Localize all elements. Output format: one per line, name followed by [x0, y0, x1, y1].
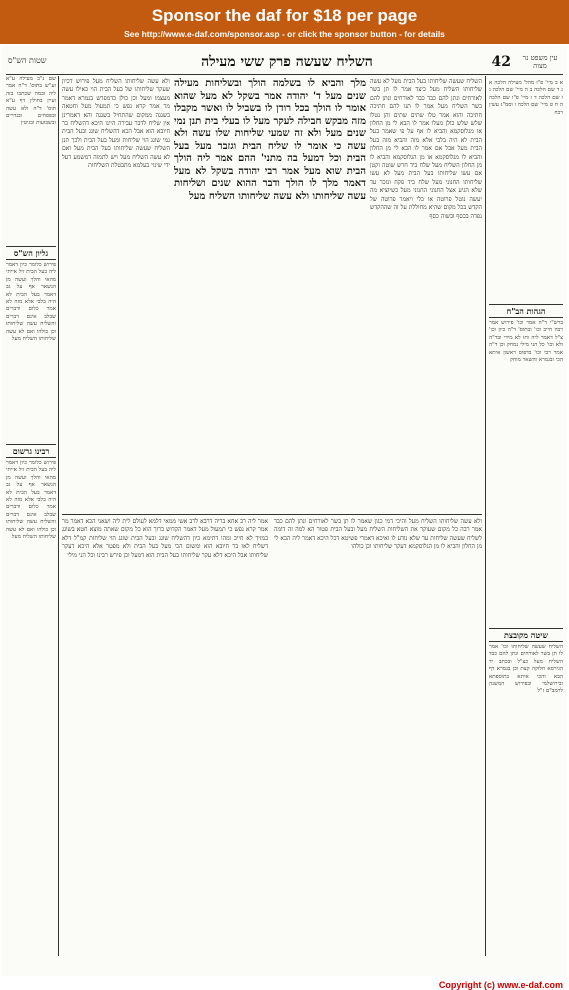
ein-mishpat-label: עין משפט נר מצוה [522, 54, 558, 70]
hagahot-heading: הגהות הב"ח [489, 304, 563, 318]
gilyon-heading: גליון הש"ס [6, 246, 56, 260]
right-margin-rule [485, 76, 486, 956]
rabbeinu-gershom-text: פירוש כלומר כיון דאמר ליה בעל הבית זיל אייתי מהאי והלך ועשה מן הנשאר אף על גב דאמר בעל הבית לא היה בלבי אלא מזה לא אמר כלום ודברים שבלב אינם דברים והשליח עשה שליחותו וכן כולהו ואם לא עשה שליחותו השליח מעל [6, 460, 56, 541]
left-running-head: שטות הש"ס [8, 56, 47, 65]
page-header: השליח שעשה פרק ששי מעילה [201, 54, 373, 70]
talmud-page [2, 46, 567, 976]
header-rule [6, 74, 563, 75]
lower-tosafot-text: אמר ליה רב אחא בריה דרבא לרב אשי ממאי דלמא לעולם לית ליה ושאני הכא דאמר מר אמר קרא נפש כי תמעול מעל דאמר הקדוש ברוך הוא כל מקום שאתה מוצא חטא בשוגג במזיד לא חייב ומהו דתימא כיון דהשליח שוגג ובעל הבית שוגג הוי שליחות קמ"ל דלא דשליח לאו בר חיובא הוא ומשום הכי מעל בעל הבית ולא מפטר אלא היכא דעקר שליחותו אבל היכא דלא עקר שליחותו בעל הבית הוא דמעל וכן פירש רבינו וכל הני מילי [62, 518, 268, 559]
shita-text: השליח שעשה שליחותו וכו' אמר לו תן בשר לאורחים ונתן להם כבד השליח מעל כצ"ל ובכתב יד הגירסא חלוקה קצת וכן בגמרא דף הבא והכי איתא בתוספתא ובירושלמי ובפירוש המשנה לרמב"ם ז"ל [489, 644, 563, 695]
left-margin-rule [58, 76, 59, 956]
gemara-text: מלך והביא לו בשלמה הולך ובשליחות מעילה שנים מעל ד' יהודה אמר בשקל לא מעל שהוא אומר לו הולך בכל רודן לו בשביל לו ואשר מקבלו מזה מבקש חבילה לעקר מעל לו בעלי בית תנן נמי שנים מעל ולא זה שמעי שליחות שלו עשה ולא עשה כי אומר לו שליח הבית וגזבר מעל בעל הבית וכל דמעל בה מתני' ההם אמר ליה הולך הבית שוא מעל אמר רבי יהודה בשקל לא מעל דאמר מלך לו הולך ודבר ההוא שנים ושליחות עשה שליחותו ולא עשה שליחותו השליח מעל [174, 78, 366, 202]
sponsor-title[interactable]: Sponsor the daf for $18 per page [151, 6, 418, 25]
sponsor-subtitle[interactable]: See http://www.e-daf.com/sponsor.asp - or click the sponsor button - for details [124, 29, 445, 39]
copyright-link[interactable]: Copyright (c) www.e-daf.com [438, 980, 563, 990]
lower-rashi-text: ולא עשה שליחותו השליח מעל והיכי דמי כגון שאמר לו תן בשר לאורחים ונתן להם כבד אמר רבה כל מקום שעוקר את השליחות השליח מעל ובעל הבית פטור הא למה זה דומה לשליח שעשה שליחות עד שלא נודע לו ואיכא דאמרי פשיטא דכל היכא דאמר ליה הבא לי מן החלון והביא לו מן הגלוסקמא דעקר שליחותו וכן כולהו [274, 518, 482, 551]
tosafot-column: ולא עשה שליחותו השליח מעל פירוש דכיון שעקר שליחותו של בעל הבית הוי כאילו עשה מעצמו ומעל וכן כולן כדמפרש בגמרא דאמר מר אמר קרא נפש כי תמעול מעל וחטאה בשגגה ממקום שהתחיל בשגגה והא דאמרינן אין שליח לדבר עבירה היינו היכא דהשליח בר חיובא הוא אבל הכא דהשליח שוגג ובעל הבית נמי שוגג הוי שליחות ומעל בעל הבית ולכך תנן השליח שעשה שליחותו בעל הבית מעל ואם לא עשה השליח מעל ויש לתמוה דמשמע דעל ידי שינוי בעלמא מתבטלת השליחות [62, 78, 170, 170]
rashi-column: השליח שעשה שליחותו בעל הבית מעל לא עשה שליחותו השליח מעל כיצד אמר לו תן בשר לאורחים ונתן להם כבד כבד לאורחים ונתן להם בשר השליח מעל אמר לו תנו להם חתיכה חתיכה והוא אמר טלו שתים שתים והן נטלו שלש שלש כולן מעלו אמר לו הבא לי מן החלון או מגלוסקמא והביא לו אף על פי שאמר בעל הבית לא היה בלבי אלא מזה והביא מזה בעל הבית מעל אבל אם אמר לו הבא לי מן החלון והביא לו מגלוסקמא או מן הגלוסקמא והביא לו מן החלון השליח מעל שלח ביד חרש שוטה וקטן אם עשו שליחותו בעל הבית מעל לא עשו שליחותו החנוני מעל שלח ביד פקח ונזכר עד שלא הגיע אצל החנוני החנוני מעל כשיוציא מה יעשה נוטל פרוטה או כלי ויאמר פרוטה של הקדש בכל מקום שהיא מחוללת על זה שההקדש נפדה בכסף ובשוה כסף [370, 78, 482, 220]
sponsor-banner[interactable] [0, 0, 569, 44]
gilyon-text: פירוש כלומר כיון דאמר ליה בעל הבית זיל אייתי מהאי והלך ועשה מן הנשאר אף על גב דאמר בעל הבית לא היה בלבי אלא מזה לא אמר כלום ודברים שבלב אינם דברים והשליח עשה שליחותו וכן כולהו ואם לא עשה שליחותו השליח מעל [6, 262, 56, 343]
shita-heading: שיטה מקובצת [489, 628, 563, 642]
lower-rule [62, 514, 482, 515]
rabbeinu-gershom-heading: רבינו גרשום [6, 444, 56, 458]
left-margin-notes: שם נ"ב מעילה ע"א וע"ש בתוס' ד"ה אמר ליה ובמה שכתבו בזה ועיין בחולין דף ע"א תוס' ד"ה ולא עשה ובפסחים ובנדרים ובשבועות ובגיטין [6, 76, 56, 127]
page-number: 42 [491, 54, 511, 70]
ein-mishpat-text: א ב מיי' פ"ז מהל' מעילה הלכה א ג ד שם הלכה ב ה מיי' שם הלכה ג ו שם הלכה ד ז מיי' פ"ו שם הלכה ה ח ט מיי' שם הלכה ו וסמ"ג עשין רכח [489, 80, 563, 116]
hagahot-text: ברש"י ד"ה אמר וכו' פירוש אמר רבה חייב וכו' ובתוס' ד"ה כיון וכו' צ"ל דאמר ליה ותו לא מידי ובד"ה ולא וכו' כל הני מילי נמחק וכן ד"ה אמר רבי וכו' בדפוס ראשון איתא הכי ובגמרא והשאר מוחק [489, 320, 563, 364]
